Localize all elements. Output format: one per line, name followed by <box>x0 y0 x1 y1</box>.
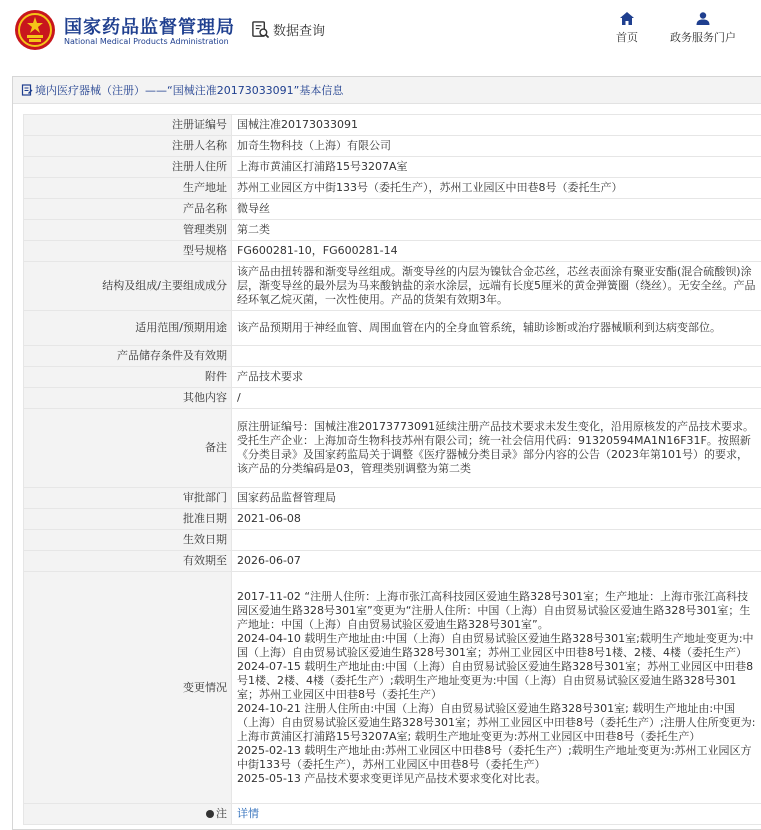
field-value: 该产品预期用于神经血管、周围血管在内的全身血管系统，辅助诊断或治疗器械顺利到达病变部位。 <box>232 311 761 346</box>
history-entry: 2025-05-13 产品技术要求变更详见产品技术要求变化对比表。 <box>237 771 547 785</box>
note-value <box>232 804 761 825</box>
table-row <box>24 241 761 262</box>
history-entry: 2024-07-15 载明生产地址由:中国（上海）自由贸易试验区爱迪生路328号301室；苏州工业园区中田巷8号1楼、2楼、4楼（委托生产）;载明生产地址变更为:中国（上海）自由贸易试验区爱迪生路328号301室；苏州工业园区中田巷8号（委托生产） <box>237 659 754 701</box>
document-icon <box>21 84 33 96</box>
data-query-link[interactable] <box>251 18 325 40</box>
panel-title: 境内医疗器械（注册）——“国械注准20173033091”基本信息 <box>35 84 344 97</box>
info-table <box>23 114 761 825</box>
field-value: 上海市黄浦区打浦路15号3207A室 <box>232 157 761 178</box>
table-row <box>24 157 761 178</box>
field-value: 第二类 <box>232 220 761 241</box>
device-info-panel <box>12 76 761 830</box>
field-value: 原注册证编号：国械注准20173773091延续注册产品技术要求未发生变化，沿用原核发的产品技术要求。受托生产企业：上海加奇生物科技苏州有限公司；统一社会信用代码：91320594MA1N16F31F。按照新《分类目录》及国家药监局关于调整《医疗器械分类目录》部分内容的公告（2023年第101号）的要求，该产品的分类编码是03，管理类别调整为第二类 <box>232 409 761 488</box>
field-value: 2021-06-08 <box>232 509 761 530</box>
table-row <box>24 220 761 241</box>
history-entry: 2024-10-21 注册人住所由:中国（上海）自由贸易试验区爱迪生路328号301室; 载明生产地址由:中国（上海）自由贸易试验区爱迪生路328号301室；苏州工业园区中田巷8号（委托生产）;注册人住所变更为:上海市黄浦区打浦路15号3207A室; 载明生产地址变更为:苏州工业园区中田巷8号（委托生产） <box>237 701 756 743</box>
table-row <box>24 311 761 346</box>
field-label: 生产地址 <box>24 178 232 199</box>
table-row <box>24 388 761 409</box>
field-label: 其他内容 <box>24 388 232 409</box>
field-label: 生效日期 <box>24 530 232 551</box>
home-icon <box>620 12 634 25</box>
nav-service-portal-label: 政务服务门户 <box>670 31 736 44</box>
history-entry: 2017-11-02 “注册人住所：上海市张江高科技园区爱迪生路328号301室；生产地址：上海市张江高科技园区爱迪生路328号301室”变更为“注册人住所：中国（上海）自由贸易试验区爱迪生路328号301室；生产地址：中国（上海）自由贸易试验区爱迪生路328号301室”。 <box>237 589 751 631</box>
user-icon <box>696 12 710 25</box>
field-value: 苏州工业园区方中街133号（委托生产），苏州工业园区中田巷8号（委托生产） <box>232 178 761 199</box>
details-link[interactable]: 详情 <box>237 807 259 820</box>
data-query-label: 数据查询 <box>273 23 326 39</box>
field-value: 产品技术要求 <box>232 367 761 388</box>
table-row <box>24 572 761 804</box>
field-value: / <box>232 388 761 409</box>
field-value: 微导丝 <box>232 199 761 220</box>
data-search-icon <box>251 20 270 39</box>
table-row <box>24 530 761 551</box>
field-value: 加奇生物科技（上海）有限公司 <box>232 136 761 157</box>
field-label: 产品名称 <box>24 199 232 220</box>
field-value: 该产品由扭转器和渐变导丝组成。渐变导丝的内层为镍钛合金芯丝，芯丝表面涂有聚亚安酯(混合硫酸钡)涂层，渐变导丝的最外层为马来酸钠盐的亲水涂层，远端有长度5厘米的黄金弹簧圈（绕丝）。无安全丝。产品经环氧乙烷灭菌，一次性使用。产品的货架有效期3年。 <box>232 262 761 311</box>
info-dot-icon <box>206 810 214 818</box>
table-row <box>24 199 761 220</box>
note-label-cell <box>24 804 232 825</box>
nav-service-portal[interactable] <box>663 12 743 45</box>
field-label: 适用范围/预期用途 <box>24 311 232 346</box>
site-name: 国家药品监督管理局 <box>64 17 235 38</box>
field-label: 注册证编号 <box>24 115 232 136</box>
field-value: 国械注准20173033091 <box>232 115 761 136</box>
field-label: 注册人名称 <box>24 136 232 157</box>
table-row <box>24 262 761 311</box>
field-label: 批准日期 <box>24 509 232 530</box>
field-value: 2026-06-07 <box>232 551 761 572</box>
table-row <box>24 804 761 825</box>
table-row <box>24 346 761 367</box>
panel-title-bar <box>13 77 761 104</box>
field-label: 有效期至 <box>24 551 232 572</box>
field-label: 审批部门 <box>24 488 232 509</box>
field-label: 结构及组成/主要组成成分 <box>24 262 232 311</box>
site-name-english: National Medical Products Administration <box>64 37 229 46</box>
field-label: 变更情况 <box>24 572 232 804</box>
field-value <box>232 530 761 551</box>
nav-home[interactable] <box>587 12 667 45</box>
national-emblem-logo[interactable] <box>14 9 56 51</box>
table-row <box>24 178 761 199</box>
history-entry: 2024-04-10 载明生产地址由:中国（上海）自由贸易试验区爱迪生路328号301室;载明生产地址变更为:中国（上海）自由贸易试验区爱迪生路328号301室；苏州工业园区中田巷8号1楼、2楼、4楼（委托生产） <box>237 631 754 659</box>
table-row <box>24 551 761 572</box>
change-history <box>232 572 761 804</box>
table-row <box>24 509 761 530</box>
field-label: 注册人住所 <box>24 157 232 178</box>
field-label: 备注 <box>24 409 232 488</box>
note-label: 注 <box>216 807 227 820</box>
nav-home-label: 首页 <box>616 31 638 44</box>
field-label: 型号规格 <box>24 241 232 262</box>
table-row <box>24 136 761 157</box>
field-label: 产品储存条件及有效期 <box>24 346 232 367</box>
field-label: 附件 <box>24 367 232 388</box>
field-value: 国家药品监督管理局 <box>232 488 761 509</box>
table-row <box>24 409 761 488</box>
history-entry: 2025-02-13 载明生产地址由:苏州工业园区中田巷8号（委托生产）;载明生产地址变更为:苏州工业园区方中街133号（委托生产），苏州工业园区中田巷8号（委托生产） <box>237 743 752 771</box>
table-row <box>24 488 761 509</box>
site-header <box>0 0 761 62</box>
table-row <box>24 367 761 388</box>
field-label: 管理类别 <box>24 220 232 241</box>
field-value <box>232 346 761 367</box>
field-value: FG600281-10，FG600281-14 <box>232 241 761 262</box>
table-row <box>24 115 761 136</box>
